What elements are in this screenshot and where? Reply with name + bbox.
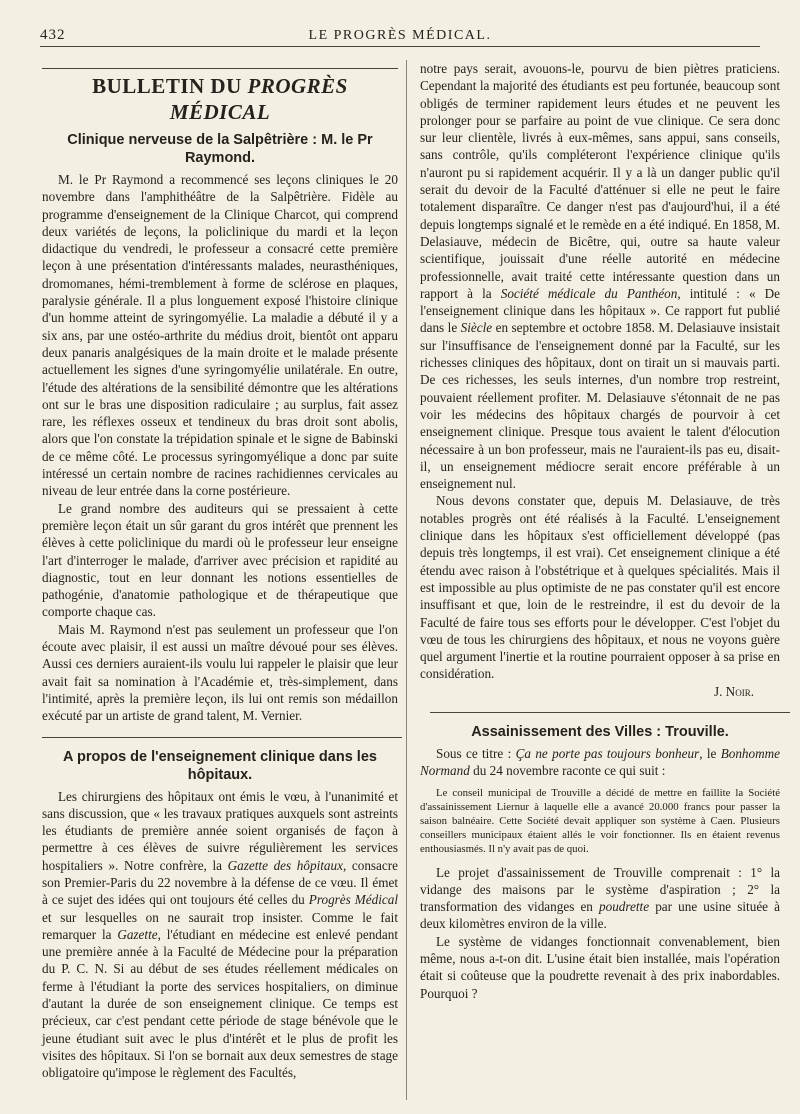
article1-title: Clinique nerveuse de la Salpêtrière : M. le Pr Raymond. — [67, 132, 373, 166]
page-number: 432 — [40, 27, 66, 43]
gazette-title: Gazette des hôpitaux — [227, 857, 343, 873]
article3-intro: Sous ce titre : Ça ne porte pas toujours bonheur, le Bonhomme Normand du 24 novembre raconte ce qui suit : — [420, 745, 781, 779]
article-separator — [42, 737, 402, 738]
siecle-title: Siècle — [460, 320, 493, 336]
column-divider — [406, 60, 407, 1100]
page-header — [40, 22, 760, 47]
article2-signature: J. Noir. — [713, 683, 754, 699]
bulletin-heading — [42, 68, 398, 125]
article1-paragraph-1: M. le Pr Raymond a recommencé ses leçons cliniques le 20 novembre dans l'amphithéâtre de la Salpêtrière. Fidèle au programme d'enseignement de la Clinique Charcot, qui comprend deux variétés de leçons, la policlinique du mardi et la leçon didactique du vendredi, le professeur a consacré cette première leçon à une présentation d'intéressants malades, neurasthéniques, dromomanes, hémi-tremblement à forme de sclérose en plaques, paralysie générale. Il a plus longuement exposé l'histoire clinique d'un homme atteint de syringomyélie. La maladie a débuté il y a six ans, par une ostéo-arthrite du médius droit, bientôt ont apparu deux panaris analgésiques de la main droite et le malade présente actuellement les signes d'une syringomyélie unilatérale. En outre, l'étude des altérations de la sensibilité démontre que les altérations ont sur le bras une disposition radiculaire ; au surplus, fait assez rare, les réflexes osseux et tendineux du bras droit sont abolis, alors que l'on constate la trépidation spinale et le signe de Babinski de ce même côté. Le processus syringomyélique a donc par suite intéressé un certain nombre de racines rachidiennes cervicales au niveau de leur entrée dans la corne postérieure. — [42, 172, 398, 499]
left-column — [42, 60, 398, 1082]
article-separator-2 — [430, 712, 790, 713]
article3-paragraph-2: Le système de vidanges fonctionnait convenablement, bien même, nous a-t-on dit. L'usine était bien installée, mais l'opération était si coûteuse que la poudrette revenait à des prix inabordables. Pourquoi ? — [420, 933, 780, 1001]
bulletin-prefix: BULLETIN DU — [92, 74, 242, 98]
article2-title: A propos de l'enseignement clinique dans les hôpitaux. — [63, 748, 377, 783]
society-name: Société médicale du Panthéon — [500, 285, 678, 301]
article2-paragraph-2: Nous devons constater que, depuis M. Delasiauve, de très notables progrès ont été réalisés à la Faculté. L'enseignement clinique dans les hôpitaux s'est officiellement développé (pas depuis très longtemps, il est vrai). Cet enseignement clinique a été étendu avec raison à l'obstétrique et à quelques spécialités. Mais il est impossible au plus optimiste de ne pas constater qu'il est encore insuffisant et que, loin de le restreindre, il est du devoir de la Faculté de faire tous ses efforts pour le développer. C'est l'objet du vœu de tous les chirurgiens des hôpitaux, et nous ne voyons guère quel argument l'inertie et la routine pourraient opposer à sa prise en considération. — [420, 493, 780, 682]
journal-header-title: LE PROGRÈS MÉDICAL. — [308, 28, 492, 43]
article2-paragraph-1: Les chirurgiens des hôpitaux ont émis le vœu, à l'unanimité et sans discussion, que « les travaux pratiques auxquels sont astreints les étudiants de première année soient organisés de façon à permettre à ces élèves de suivre régulièrement les services hospitaliers ». Notre confrère, la Gazette des hôpitaux, consacre son Premier-Paris du 22 novembre à la défense de ce vœu. Il émet à ce sujet des idées qui ont toujours été celles du Progrès Médical et sur lesquelles on ne saurait trop insister. Comme le fait remarquer la Gazette, l'étudiant en médecine est enlevé pendant une première année à la Faculté de Médecine pour la préparation du P. C. N. Si au début de ses études réellement médicales on ferme à l'étudiant la porte des services hospitaliers, on diminue d'autant la durée de son enseignement clinique. Ce temps est précieux, car c'est pendant cette période de stage bénévole que le jeune étudiant suit avec le plus d'intérêt et le plus de profit les visites des hôpitaux. Si l'on se bornait aux deux semestres de stage obligatoire qu'impose le règlement des Facultés, — [42, 788, 399, 1081]
article1-paragraph-3: Mais M. Raymond n'est pas seulement un professeur que l'on écoute avec plaisir, il est aussi un maître dévoué pour ses élèves. Aussi ces derniers auraient-ils voulu lui rappeler le plaisir que leur avait fait sa nomination à l'Académie et, très-simplement, dans l'intimité, après la première leçon, ils lui ont remis son médaillon exécuté par un artiste de grand talent, M. Vernier. — [42, 621, 398, 724]
article3-paragraph-1: Le projet d'assainissement de Trouville comprenait : 1° la vidange des maisons par le système d'aspiration ; 2° la transformation des vidanges en poudrette par une usine située à deux kilomètres environ de la ville. — [420, 864, 780, 932]
article3-title: Assainissement des Villes : Trouville. — [471, 723, 729, 740]
progres-medical-title: Progrès Médical — [308, 892, 399, 908]
article2-paragraph-1-continued: notre pays serait, avouons-le, pourvu de bien piètres praticiens. Cependant la majorité des étudiants est peu fortunée, beaucoup sont obligés de terminer rapidement leurs études et ne peuvent les prolonger pour se parfaire au point de vue clinique. Ce sera donc sur leur clientèle, livrés à eux-mêmes, sans appui, sans conseils, sans contrôle, qu'ils compléteront l'expérience clinique qu'ils n'auront pu si rapidement acquérir. Il y a là un danger public qu'il serait du devoir de la Faculté d'atténuer si elle ne peut le faire totalement disparaître. Ce danger n'est pas d'aujourd'hui, il a été depuis longtemps signalé et le remède en a été indiqué. En 1858, M. Delasiauve, médecin de Bicêtre, qui, outre sa haute valeur scientifique, jouissait d'une réelle autorité en médecine professionnelle, avait traité cette intéressante question dans un rapport à la Société médicale du Panthéon, intitulé : « De l'enseignement clinique dans les hôpitaux ». Ce rapport fut publié dans le Siècle en septembre et octobre 1858. M. Delasiauve insistait sur l'insuffisance de l'enseignement donné par la Faculté, sur les richesses cliniques des hôpitaux, dont on tirait un si mauvais parti. De ces richesses, les seuls internes, d'un nombre trop restreint, pouvaient réellement profiter. M. Delasiauve s'étonnait de ne pas voir les médecins des hôpitaux chargés de pourvoir à cet enseignement clinique. Presque tous avaient le talent d'élocution nécessaire à un bon professeur, mais ne l'auraient-ils pas eu, disait-il, un enseignement médiocre serait encore préférable à un enseignement nul. — [420, 61, 781, 492]
article3-quote: Le conseil municipal de Trouville a décidé de mettre en faillite la Société d'assainissement Liernur à laquelle elle a avancé 20.000 francs pour passer la saison balnéaire. Cette Société devait appliquer son système à Caen. Plusieurs conseillers municipaux étaient allés le voir fonctionner. Ils en étaient revenus enthousiasmés. Il n'y avait pas de quoi. — [420, 786, 780, 855]
right-column — [420, 60, 780, 1002]
article1-paragraph-2: Le grand nombre des auditeurs qui se pressaient à cette première leçon était un sûr garant du gros intérêt que prennent les élèves à cette policlinique du mardi où le professeur leur enseigne l'art d'interroger le malade, d'arriver avec précision et rapidité au diagnostic, tout en leur donnant les notions essentielles de pathogénie, d'anatomie pathologique et de thérapeutique que comporte chaque cas. — [42, 500, 398, 620]
bulletin-journal: PROGRÈS MÉDICAL — [169, 74, 348, 124]
gazette-title-2: Gazette — [117, 926, 158, 942]
